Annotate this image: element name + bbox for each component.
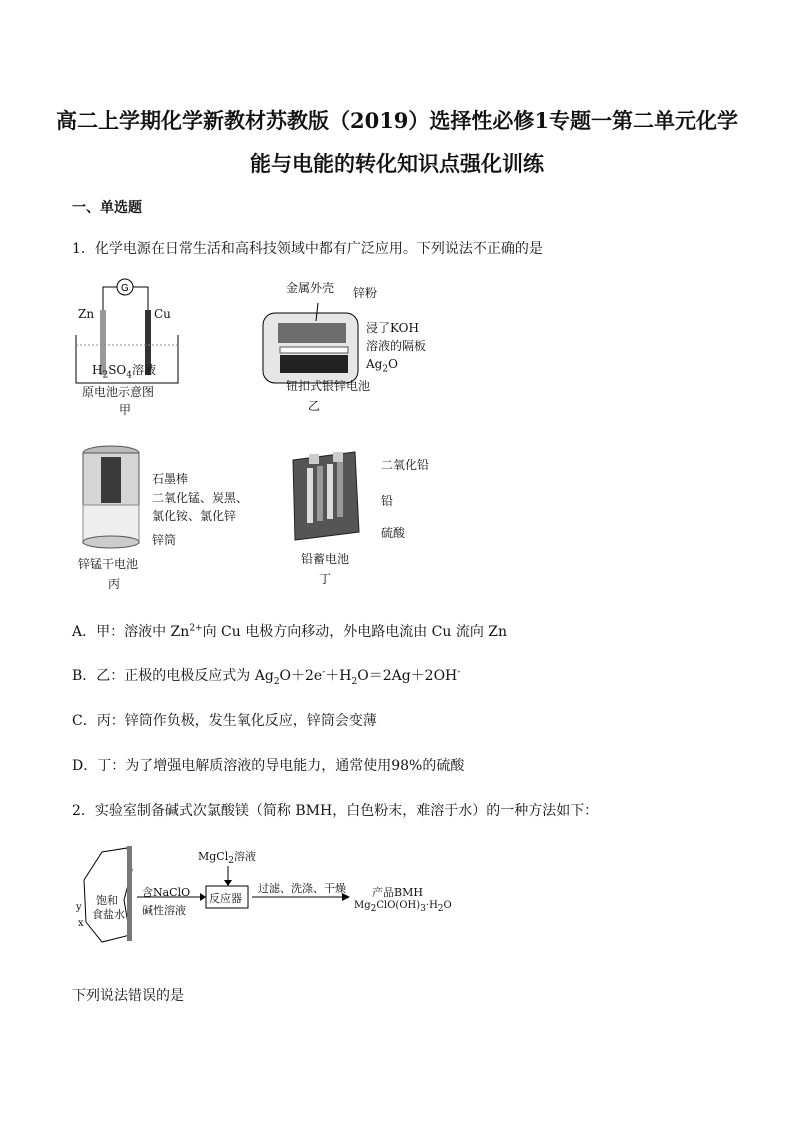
mixture-label-1: 二氧化锰、炭黑、 bbox=[152, 491, 249, 505]
figure-jia-name: 甲 bbox=[119, 403, 132, 417]
option-b[interactable]: B．乙：正极的电极反应式为 $Ag_2O+2e^-+H_2O=2Ag+2OH^-$ bbox=[72, 667, 461, 687]
zinc-powder-label: 锌粉 bbox=[353, 286, 378, 300]
figure-yi bbox=[258, 275, 448, 425]
figure-bing-caption: 锌锰干电池 bbox=[78, 557, 139, 571]
option-a[interactable]: A．甲：溶液中 $Zn^{2+}$向 Cu 电极方向移动，外电路电流由 Cu 流向 Zn bbox=[72, 623, 508, 640]
question-2-stem: 2．实验室制备碱式次氯酸镁（简称 BMH，白色粉末，难溶于水）的一种方法如下： bbox=[72, 803, 599, 819]
lead-acid-battery-diagram bbox=[285, 448, 365, 543]
naclo-label-2: 碱性溶液 bbox=[142, 904, 186, 917]
process-steps-label: 过滤、洗涤、干燥 bbox=[258, 882, 346, 895]
figure-yi-name: 乙 bbox=[308, 399, 321, 413]
zn-electrode-label: Zn bbox=[78, 307, 95, 321]
figure-bing-name: 丙 bbox=[108, 577, 121, 591]
option-c[interactable]: C．丙：锌筒作负极，发生氧化反应，锌筒会变薄 bbox=[72, 713, 377, 729]
product-formula: $Mg_2ClO(OH)_3\cdot H_2O$ bbox=[354, 900, 452, 914]
galvanometer-label: G bbox=[121, 283, 129, 294]
figure-yi-caption: 钮扣式银锌电池 bbox=[286, 379, 371, 393]
electrode-x-label: x bbox=[78, 918, 84, 929]
lead-label: 铅 bbox=[381, 494, 394, 508]
title-line1: 高二上学期化学新教材苏教版（2019）选择性必修1专题一第二单元化学 bbox=[55, 108, 739, 133]
figure-ding bbox=[285, 448, 455, 598]
mgcl2-label: MgCl$_2$溶液 bbox=[198, 850, 256, 867]
section-heading: 一、单选题 bbox=[72, 200, 142, 216]
brine-label-2: 食盐水 bbox=[92, 908, 125, 921]
electrode-y-label: y bbox=[76, 902, 82, 913]
solution-label: $H_2SO_4$溶液 bbox=[92, 363, 157, 381]
flow-diagram bbox=[72, 840, 472, 950]
question-1-stem: 1．化学电源在日常生活和高科技领域中都有广泛应用。下列说法不正确的是 bbox=[72, 241, 543, 257]
sulfuric-acid-label: 硫酸 bbox=[381, 526, 406, 540]
cu-electrode-label: Cu bbox=[154, 307, 171, 321]
question-2-followup: 下列说法错误的是 bbox=[72, 988, 184, 1004]
metal-shell-label: 金属外壳 bbox=[286, 281, 335, 295]
mixture-label-2: 氯化铵、氯化锌 bbox=[152, 509, 237, 523]
option-d[interactable]: D．丁：为了增强电解质溶液的导电能力，通常使用98%的硫酸 bbox=[72, 758, 465, 774]
figure-jia-caption: 原电池示意图 bbox=[82, 385, 155, 399]
separator-label-1: 浸了KOH bbox=[366, 321, 419, 335]
graphite-rod-label: 石墨棒 bbox=[152, 472, 189, 486]
brine-label-1: 饱和 bbox=[96, 894, 118, 907]
figure-jia bbox=[72, 275, 192, 425]
reactor-box-label: 反应器 bbox=[209, 892, 242, 905]
product-label: 产品BMH bbox=[372, 886, 423, 899]
lead-dioxide-label: 二氧化铅 bbox=[381, 458, 430, 472]
figure-ding-name: 丁 bbox=[319, 572, 332, 586]
naclo-label-1: 含NaClO bbox=[142, 886, 191, 899]
figure-ding-caption: 铅蓄电池 bbox=[301, 552, 350, 566]
ag2o-label: $Ag_2O$ bbox=[366, 357, 398, 375]
figure-bing bbox=[72, 445, 272, 595]
zinc-can-label: 锌筒 bbox=[152, 533, 177, 547]
separator-label-2: 溶液的隔板 bbox=[366, 339, 427, 353]
dry-cell-diagram bbox=[76, 445, 146, 550]
title-line2: 能与电能的转化知识点强化训练 bbox=[250, 151, 544, 176]
